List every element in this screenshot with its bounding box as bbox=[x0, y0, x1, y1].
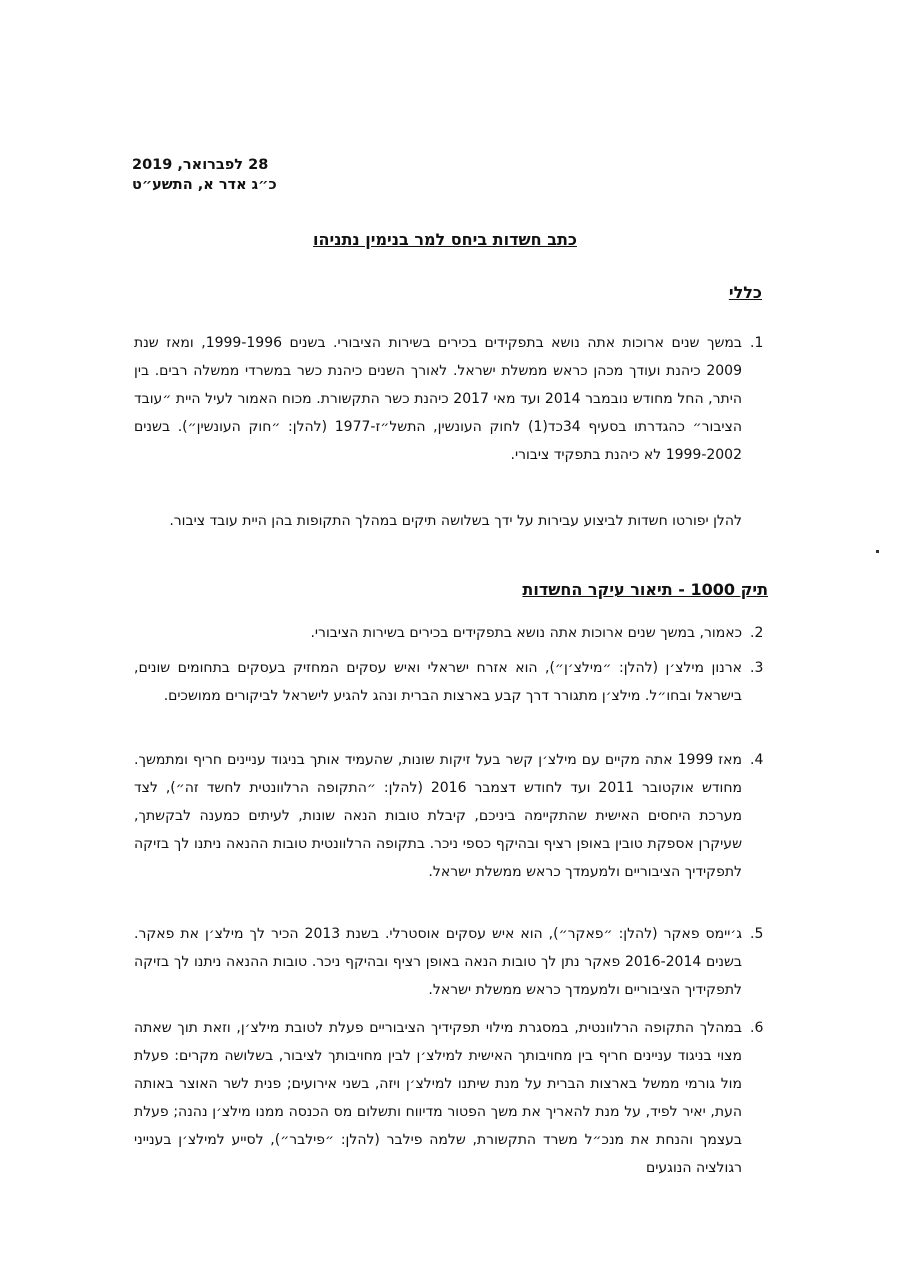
date-gregorian: 28 לפברואר, 2019 bbox=[132, 157, 269, 173]
paragraph-number: .6 bbox=[750, 1020, 764, 1036]
paragraph-3: ארנון מילצ׳ן (להלן: ״מילצ׳ן״), הוא אזרח ישראלי ואיש עסקים המחזיק בעסקים בתחומים שונים, בישראל ובחו״ל. מילצ׳ן מתגורר דרך קבע בארצות הברית ונהג להגיע לישראל לביקורים ממושכים. bbox=[134, 660, 742, 704]
paragraph-2: כאמור, במשך שנים ארוכות אתה נושא בתפקידים בכירים בשירות הציבורי. bbox=[310, 625, 742, 641]
date-hebrew: כ״ג אדר א, התשע״ט bbox=[132, 177, 277, 193]
paragraph-4: מאז 1999 אתה מקיים עם מילצ׳ן קשר בעל זיקות שונות, שהעמיד אותך בניגוד עניינים חריף ומתמשך. מחודש אוקטובר 2011 ועד לחודש דצמבר 2016 (להלן: ״התקופה הרלוונטית לחשד זה״), לצד מערכת היחסים האישית שהתקיימה ביניכם, קיבלת טובות הנאה שונות, לעיתים כמענה לבקשתך, שעיקרן אספקת טובין באופן רציף ובהיקף כספי ניכר. בתקופה הרלוונטית טובות ההנאה ניתנו לך בזיקה לתפקידיך הציבוריים ולמעמדך כראש ממשלת ישראל. bbox=[134, 752, 742, 880]
paragraph-6: במהלך התקופה הרלוונטית, במסגרת מילוי תפקידיך הציבוריים פעלת לטובת מילצ׳ן, וזאת תוך שאתה מצוי בניגוד עניינים חריף בין מחויבותך האישית למילצ׳ן לבין מחויבותך לציבור, בשלושה מקרים: פעלת מול גורמי ממשל בארצות הברית על מנת שיתנו למילצ׳ן ויזה, בשני אירועים; פנית לשר האוצר באותה העת, יאיר לפיד, על מנת להאריך את משך הפטור מדיווח ותשלום מס הכנסה ממנו מילצ׳ן נהנה; פעלת בעצמך והנחת את מנכ״ל משרד התקשורת, שלמה פילבר (להלן: ״פילבר״), לסייע למילצ׳ן בענייני רגולציה הנוגעים bbox=[134, 1020, 742, 1176]
section-heading-general: כללי bbox=[728, 283, 762, 302]
paragraph-number: .3 bbox=[750, 660, 764, 676]
paragraph-number: .4 bbox=[750, 752, 764, 768]
paragraph-number: .1 bbox=[750, 335, 764, 351]
paragraph-number: .2 bbox=[750, 625, 764, 641]
paragraph-number: .5 bbox=[750, 926, 764, 942]
paragraph-1: במשך שנים ארוכות אתה נושא בתפקידים בכירים בשירות הציבורי. בשנים 1999-1996, ומאז שנת 2009 כיהנת ועודך מכהן כראש ממשלת ישראל. לאורך השנים כיהנת כשר במשרדי ממשלה רבים. בין היתר, החל מחודש נובמבר 2014 ועד מאי 2017 כיהנת כשר התקשורת. מכוח האמור לעיל היית ״עובד הציבור״ כהגדרתו בסעיף 34כד(1) לחוק העונשין, התשל״ז-1977 (להלן: ״חוק העונשין״). בשנים 1999-2002 לא כיהנת בתפקיד ציבורי. bbox=[134, 335, 743, 463]
section-heading-case-1000: תיק 1000 - תיאור עיקר החשדות bbox=[522, 580, 768, 599]
document-title: כתב חשדות ביחס למר בנימין נתניהו bbox=[313, 230, 577, 249]
paragraph-5: ג׳יימס פאקר (להלן: ״פאקר״), הוא איש עסקים אוסטרלי. בשנת 2013 הכיר לך מילצ׳ן את פאקר. בשנים 2016-2014 פאקר נתן לך טובות הנאה באופן רציף ובהיקף ניכר. טובות ההנאה ניתנו לך בזיקה לתפקידיך הציבוריים ולמעמדך כראש ממשלת ישראל. bbox=[134, 926, 742, 998]
intro-paragraph: להלן יפורטו חשדות לביצוע עבירות על ידך בשלושה תיקים במהלך התקופות בהן היית עובד ציבור. bbox=[169, 513, 742, 529]
scan-speck bbox=[876, 550, 879, 553]
letter-date bbox=[132, 155, 277, 195]
